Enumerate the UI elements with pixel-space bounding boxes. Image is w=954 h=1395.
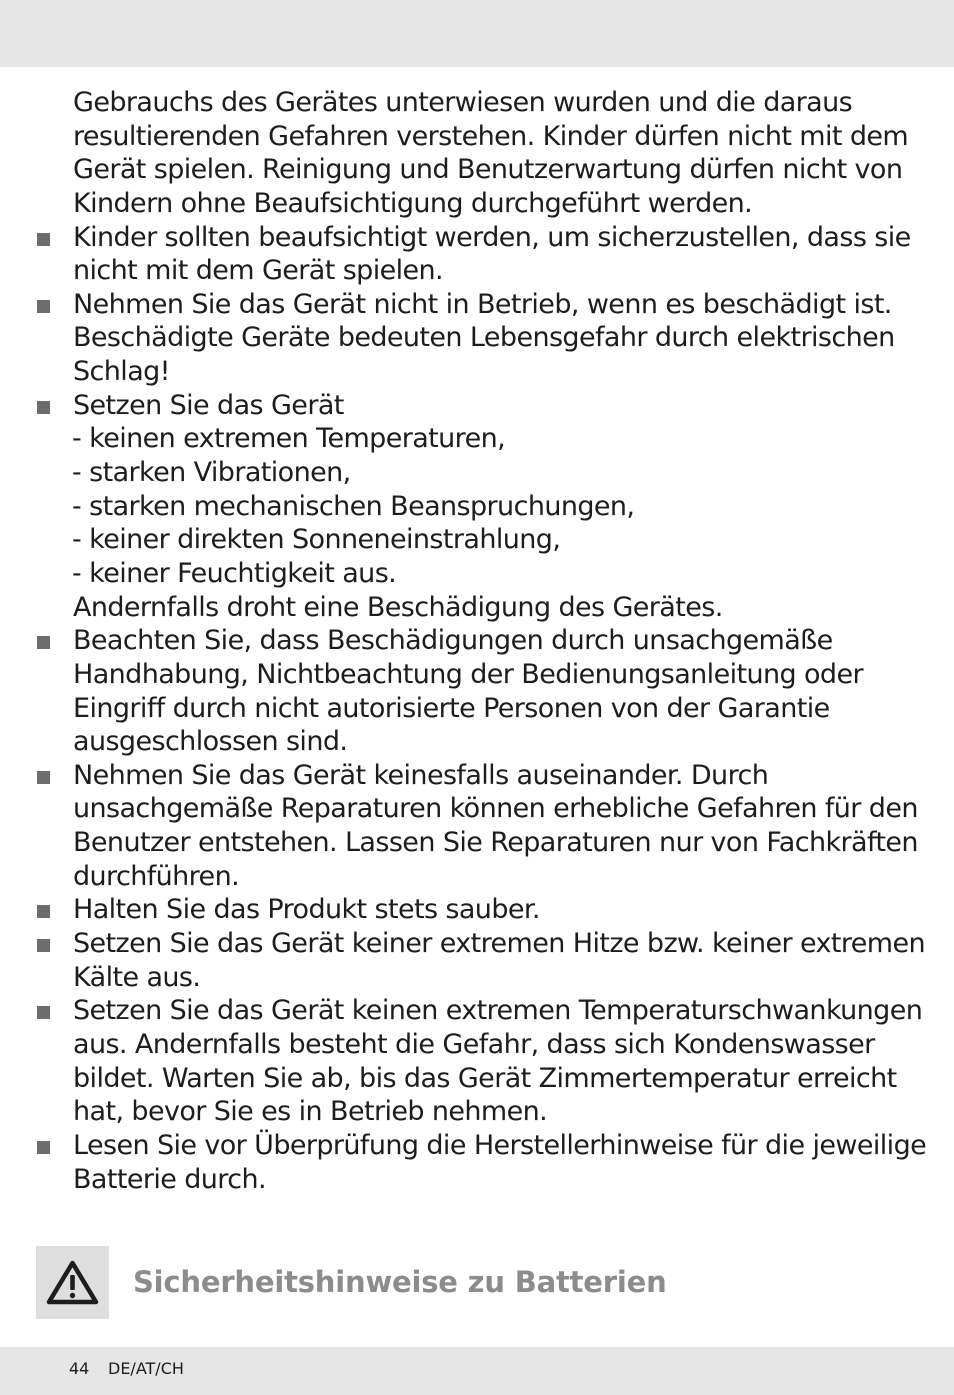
bullet-line [0,624,954,658]
text-line [0,254,954,288]
line-text: Batterie durch. [73,1163,266,1195]
text-line [0,120,954,154]
warning-icon-box [36,1246,109,1319]
warning-triangle-icon [46,1259,99,1305]
text-line [0,86,954,120]
text-line [0,1095,954,1129]
dash-list-line [0,456,954,490]
line-text: - starken mechanischen Beanspruchungen, [72,490,635,522]
line-text: Kinder sollten beaufsichtigt werden, um sicherzustellen, dass sie [73,221,911,253]
manual-text-body [0,86,954,1196]
square-bullet-icon [37,905,50,918]
line-text: Gerät spielen. Reinigung und Benutzerwartung dürfen nicht von [73,154,903,186]
line-text: Nehmen Sie das Gerät nicht in Betrieb, wenn es beschädigt ist. [73,288,892,320]
line-text: Halten Sie das Produkt stets sauber. [73,894,540,926]
line-text: Nehmen Sie das Gerät keinesfalls auseinander. Durch [73,759,769,791]
bullet-line [0,927,954,961]
line-text: Andernfalls droht eine Beschädigung des Gerätes. [73,591,723,623]
line-text: Eingriff durch nicht autorisierte Personen von der Garantie [73,692,830,724]
square-bullet-icon [37,1141,50,1154]
square-bullet-icon [37,401,50,414]
line-text: Setzen Sie das Gerät [73,389,344,421]
line-text: Kindern ohne Beaufsichtigung durchgeführt werden. [73,187,753,219]
text-line [0,1028,954,1062]
text-line [0,1163,954,1197]
square-bullet-icon [37,1006,50,1019]
text-line [0,961,954,995]
bullet-line [0,221,954,255]
line-text: - starken Vibrationen, [72,457,351,489]
header-bar [0,0,954,67]
line-text: durchführen. [73,860,240,892]
line-text: - keiner Feuchtigkeit aus. [72,557,397,589]
line-text: hat, bevor Sie es in Betrieb nehmen. [73,1096,548,1128]
section-title: Sicherheitshinweise zu Batterien [133,1265,667,1299]
dash-list-line [0,523,954,557]
line-text: Beschädigte Geräte bedeuten Lebensgefahr durch elektrischen [73,322,895,354]
bullet-line [0,893,954,927]
line-text: nicht mit dem Gerät spielen. [73,255,444,287]
text-line [0,591,954,625]
line-text: bildet. Warten Sie ab, bis das Gerät Zimmertemperatur erreicht [73,1062,897,1094]
dash-list-line [0,490,954,524]
square-bullet-icon [37,233,50,246]
line-text: ausgeschlossen sind. [73,726,348,758]
line-text: - keiner direkten Sonneneinstrahlung, [72,524,561,556]
line-text: Lesen Sie vor Überprüfung die Herstellerhinweise für die jeweilige [73,1129,927,1161]
bullet-line [0,288,954,322]
text-line [0,725,954,759]
line-text: Kälte aus. [73,961,201,993]
text-line [0,860,954,894]
square-bullet-icon [37,636,50,649]
line-text: Handhabung, Nichtbeachtung der Bedienungsanleitung oder [73,658,863,690]
line-text: - keinen extremen Temperaturen, [72,423,506,455]
text-line [0,692,954,726]
square-bullet-icon [37,771,50,784]
line-text: Setzen Sie das Gerät keinen extremen Temperaturschwankungen [73,995,923,1027]
text-line [0,321,954,355]
line-text: Setzen Sie das Gerät keiner extremen Hitze bzw. keiner extremen [73,928,926,960]
line-text: aus. Andernfalls besteht die Gefahr, dass sich Kondenswasser [73,1028,875,1060]
line-text: resultierenden Gefahren verstehen. Kinder dürfen nicht mit dem [73,120,909,152]
text-line [0,658,954,692]
dash-list-line [0,422,954,456]
line-text: Schlag! [73,356,170,388]
bullet-line [0,994,954,1028]
text-line [0,355,954,389]
bullet-line [0,759,954,793]
text-line [0,826,954,860]
text-line [0,187,954,221]
text-line [0,153,954,187]
dash-list-line [0,557,954,591]
text-line [0,1062,954,1096]
line-text: Beachten Sie, dass Beschädigungen durch unsachgemäße [73,625,833,657]
line-text: Gebrauchs des Gerätes unterwiesen wurden und die daraus [73,87,853,118]
square-bullet-icon [37,939,50,952]
page-locale: DE/AT/CH [108,1359,184,1378]
line-text: unsachgemäße Reparaturen können erhebliche Gefahren für den [73,793,918,825]
line-text: Benutzer entstehen. Lassen Sie Reparaturen nur von Fachkräften [73,827,918,859]
bullet-line [0,1129,954,1163]
bullet-line [0,389,954,423]
page-number: 44 [69,1359,90,1378]
square-bullet-icon [37,300,50,313]
text-line [0,792,954,826]
